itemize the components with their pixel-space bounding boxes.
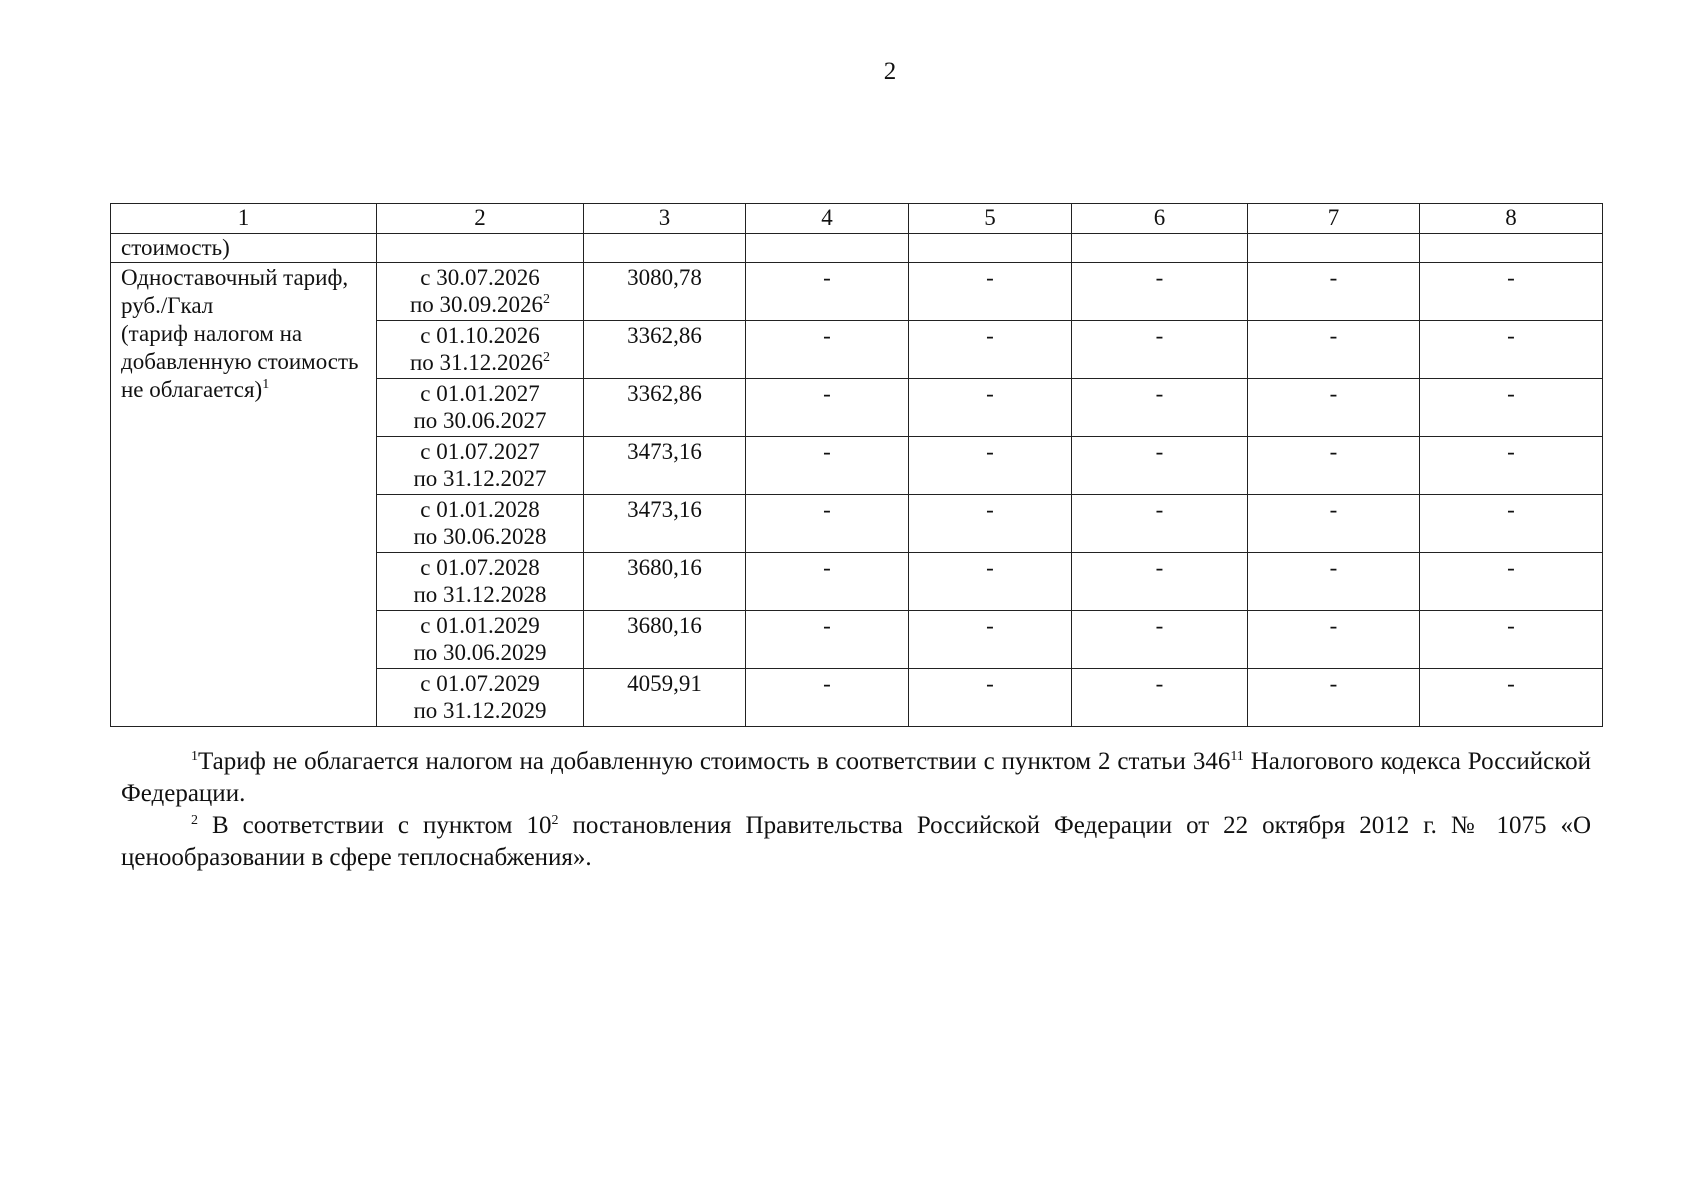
tariff-table [110, 203, 1603, 727]
period-footnote-mark: 2 [543, 292, 551, 307]
tariff-name-line5: не облагается) [121, 377, 263, 402]
tariff-value: 3473,16 [584, 495, 746, 553]
period-to: по 30.06.2029 [413, 640, 547, 665]
period-from: с 30.07.2026 [420, 265, 540, 290]
tariff-name-footnote-mark: 1 [262, 377, 270, 392]
period-to: по 30.06.2027 [413, 408, 547, 433]
dash-cell-c7: - [1248, 669, 1420, 727]
tariff-value: 3080,78 [584, 263, 746, 321]
dash-cell-c7: - [1248, 553, 1420, 611]
dash-cell-c5: - [909, 263, 1072, 321]
period-to-line [377, 407, 583, 434]
dash-cell-c5: - [909, 495, 1072, 553]
footnote-1-text: Тариф не облагается налогом на добавленную стоимость в соответствии с пунктом 2 статьи 346 [198, 748, 1231, 775]
tariff-value: 3362,86 [584, 379, 746, 437]
dash-cell-c4: - [746, 263, 909, 321]
footnote-2-mark: 2 [191, 813, 198, 828]
header-col-5: 5 [909, 204, 1072, 234]
tariff-name-line3: (тариф налогом на [121, 321, 303, 346]
dash-cell-c7: - [1248, 611, 1420, 669]
tariff-value: 3473,16 [584, 437, 746, 495]
period-from: с 01.10.2026 [420, 323, 540, 348]
dash-cell-c7: - [1248, 495, 1420, 553]
dash-cell-c6: - [1072, 263, 1248, 321]
dash-cell-c8: - [1420, 553, 1603, 611]
period-to: по 31.12.2026 [409, 350, 544, 375]
period-to-line [377, 349, 583, 376]
tariff-name-line2: руб./Гкал [121, 293, 214, 318]
period-cell [377, 379, 584, 437]
dash-cell-c6: - [1072, 321, 1248, 379]
table-row [111, 263, 1603, 321]
dash-cell-c4: - [746, 437, 909, 495]
period-cell [377, 495, 584, 553]
dash-cell-c6: - [1072, 495, 1248, 553]
empty-cell [1072, 234, 1248, 263]
page-number [0, 58, 1697, 86]
dash-cell-c4: - [746, 553, 909, 611]
period-to-line [377, 523, 583, 550]
dash-cell-c7: - [1248, 437, 1420, 495]
dash-cell-c8: - [1420, 437, 1603, 495]
tariff-value: 3680,16 [584, 553, 746, 611]
header-col-7: 7 [1248, 204, 1420, 234]
header-col-8: 8 [1420, 204, 1603, 234]
dash-cell-c5: - [909, 669, 1072, 727]
period-cell [377, 611, 584, 669]
tariff-value: 3362,86 [584, 321, 746, 379]
dash-cell-c6: - [1072, 379, 1248, 437]
header-col-3: 3 [584, 204, 746, 234]
dash-cell-c5: - [909, 321, 1072, 379]
dash-cell-c8: - [1420, 321, 1603, 379]
dash-cell-c6: - [1072, 437, 1248, 495]
dash-cell-c5: - [909, 379, 1072, 437]
dash-cell-c4: - [746, 495, 909, 553]
dash-cell-c5: - [909, 553, 1072, 611]
footnote-2 [121, 810, 1591, 874]
header-col-6: 6 [1072, 204, 1248, 234]
dash-cell-c7: - [1248, 263, 1420, 321]
period-cell [377, 263, 584, 321]
period-to-line [377, 581, 583, 608]
period-to-line [377, 465, 583, 492]
footnote-2-text-end: постановления Правительства Российской Федерации от 22 октября 2012 г. № 1075 «О ценообразовании в сфере теплоснабжения». [121, 812, 1592, 871]
period-to-line [377, 697, 583, 724]
tariff-value: 3680,16 [584, 611, 746, 669]
period-to-line [377, 291, 583, 318]
continuation-row [111, 234, 1603, 263]
empty-cell [909, 234, 1072, 263]
empty-cell [584, 234, 746, 263]
dash-cell-c4: - [746, 611, 909, 669]
dash-cell-c7: - [1248, 379, 1420, 437]
footnote-1-mark: 1 [191, 749, 198, 764]
dash-cell-c8: - [1420, 611, 1603, 669]
period-from: с 01.07.2028 [420, 555, 540, 580]
period-from: с 01.01.2027 [420, 381, 540, 406]
dash-cell-c6: - [1072, 553, 1248, 611]
continuation-text: стоимость) [111, 234, 377, 263]
period-to: по 30.09.2026 [409, 292, 544, 317]
dash-cell-c8: - [1420, 669, 1603, 727]
dash-cell-c8: - [1420, 495, 1603, 553]
empty-cell [1420, 234, 1603, 263]
footnote-2-text: В соответствии с пунктом 10 [211, 812, 552, 839]
dash-cell-c6: - [1072, 611, 1248, 669]
dash-cell-c4: - [746, 379, 909, 437]
header-row [111, 204, 1603, 234]
dash-cell-c4: - [746, 669, 909, 727]
footnotes [121, 746, 1591, 874]
dash-cell-c5: - [909, 437, 1072, 495]
footnote-1 [121, 746, 1591, 810]
period-to: по 31.12.2027 [413, 466, 547, 491]
period-from: с 01.01.2028 [420, 497, 540, 522]
dash-cell-c4: - [746, 321, 909, 379]
footnote-1-article-sup: 11 [1230, 749, 1244, 764]
dash-cell-c7: - [1248, 321, 1420, 379]
dash-cell-c8: - [1420, 263, 1603, 321]
empty-cell [377, 234, 584, 263]
period-to: по 30.06.2028 [413, 524, 547, 549]
period-to: по 31.12.2028 [413, 582, 547, 607]
footnote-1-text-end: Налогового кодекса Российской Федерации. [121, 748, 1591, 807]
period-cell [377, 437, 584, 495]
period-to-line [377, 639, 583, 666]
dash-cell-c8: - [1420, 379, 1603, 437]
tariff-name-line4: добавленную стоимость [121, 349, 359, 374]
period-from: с 01.07.2029 [420, 671, 540, 696]
header-col-2: 2 [377, 204, 584, 234]
period-cell [377, 553, 584, 611]
period-from: с 01.07.2027 [420, 439, 540, 464]
period-to: по 31.12.2029 [413, 698, 547, 723]
tariff-name-cell [111, 263, 377, 727]
empty-cell [1248, 234, 1420, 263]
period-cell [377, 669, 584, 727]
page-number-text: 2 [883, 58, 897, 85]
header-col-4: 4 [746, 204, 909, 234]
period-from: с 01.01.2029 [420, 613, 540, 638]
header-col-1: 1 [111, 204, 377, 234]
period-cell [377, 321, 584, 379]
period-footnote-mark: 2 [543, 350, 551, 365]
dash-cell-c5: - [909, 611, 1072, 669]
empty-cell [746, 234, 909, 263]
footnote-2-point-sup: 2 [551, 813, 559, 828]
dash-cell-c6: - [1072, 669, 1248, 727]
tariff-value: 4059,91 [584, 669, 746, 727]
tariff-name-line1: Одноставочный тариф, [121, 265, 349, 290]
